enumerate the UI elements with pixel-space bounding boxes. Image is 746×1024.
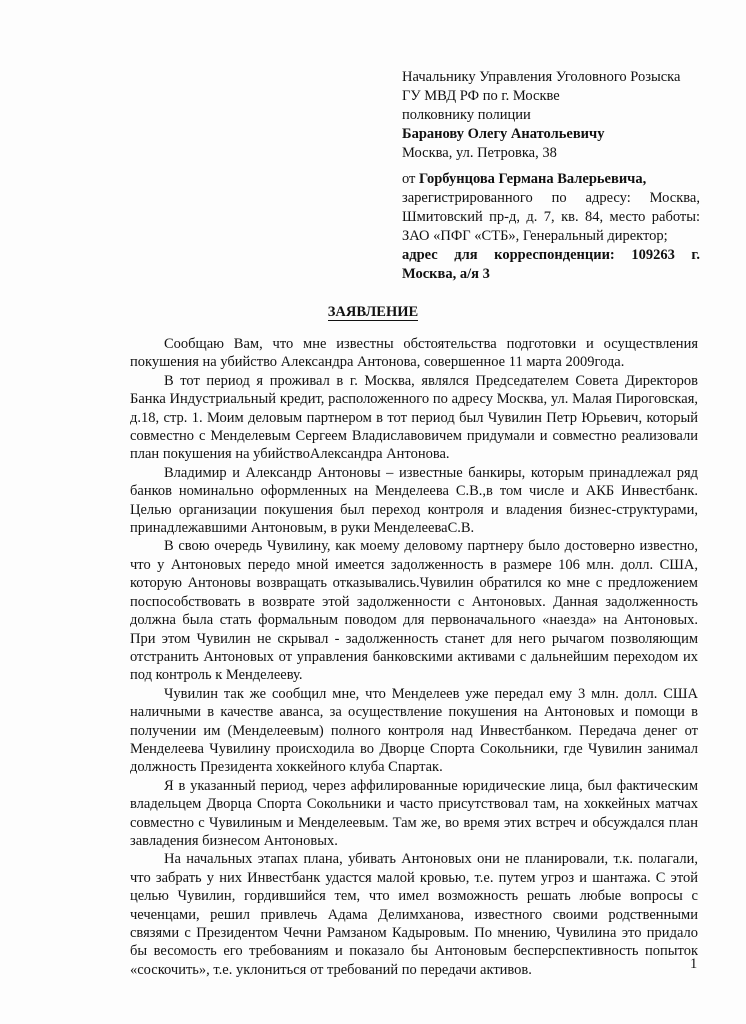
addressee-line: полковнику полиции [402,107,531,123]
body-paragraph: Я в указанный период, через аффилированные юридические лица, был фактическим владельцем Дворца Спорта Сокольники и часто присутствовал там, на хоккейных матчах совместно с Чувилиным и Менделеевым. Там же, во время этих встреч и обсуждался план завладения бизнесом Антоновых. [130,777,698,849]
sender-block [402,170,700,284]
sender-details: зарегистрированного по адресу: Москва, Шмитовский пр-д, д. 7, кв. 84, место работы: ЗАО «ПФГ «СТБ», Генеральный директор; [402,190,700,244]
sender-from-prefix: от [402,171,420,187]
sender-heading [402,170,700,189]
addressee-block [402,68,700,163]
body-paragraph: Владимир и Александр Антоновы – известные банкиры, которым принадлежал ряд банков номинально оформленных на Менделеева С.В.,в том числе и АКБ Инвестбанк. Целью организации покушения был переход контроля и владения бизнес-структурами, принадлежавшими Антоновым, в руки МенделееваС.В. [130,464,698,537]
sender-name: Горбунцова Германа Валерьевича, [419,171,647,187]
addressee-line: ГУ МВД РФ по г. Москве [402,88,560,104]
addressee-line: Начальнику Управления Уголовного Розыска [402,69,681,85]
addressee-name: Баранову Олегу Анатольевичу [402,126,605,142]
body-paragraph: Чувилин так же сообщил мне, что Менделеев уже передал ему 3 млн. долл. США наличными в качестве аванса, за осуществление покушения на Антоновых и помощи в получении им (Менделеевым) полного контроля над Инвестбанком. Передача денег от Менделеева Чувилину происходила во Дворце Спорта Сокольники, где Чувилин занимал должность Президента хоккейного клуба Спартак. [130,685,698,776]
document-body [130,335,698,979]
addressee-address: Москва, ул. Петровка, 38 [402,145,557,161]
sender-correspondence: адрес для корреспонденции: 109263 г. Москва, а/я 3 [402,247,700,282]
body-paragraph: В тот период я проживал в г. Москва, являлся Председателем Совета Директоров Банка Индустриальный кредит, расположенного по адресу Москва, ул. Малая Пироговская, д.18, стр. 1. Моим деловым партнером в тот период был Чувилин Петр Юрьевич, который совместно с Менделевым Сергеем Владиславовичем придумали и совместно реализовали план покушения на убийствоАлександра Антонова. [130,372,698,463]
body-paragraph: Сообщаю Вам, что мне известны обстоятельства подготовки и осуществления покушения на убийство Александра Антонова, совершенное 11 марта 2009года. [130,336,698,371]
body-paragraph: На начальных этапах плана, убивать Антоновых они не планировали, т.к. полагали, что забрать у них Инвестбанк удастся малой кровью, т.е. путем угроз и шантажа. С этой целью Чувилин, гордившийся тем, что имел возможность решать любые вопросы с чеченцами, решил привлечь Адама Делимханова, известного своими родственными связями с Президентом Чечни Рамзаном Кадыровым. По мнению, Чувилина это придало бы весомость его требованиям и показало бы Антоновым бесперспективность попыток «соскочить», т.е. уклониться от требований по передачи активов. [130,851,698,978]
body-paragraph: В свою очередь Чувилину, как моему деловому партнеру было достоверно известно, что у Антоновых передо мной имеется задолженность в размере 106 млн. долл. США, которую Антоновы возвращать отказывались.Чувилин обратился ко мне с предложением поспособствовать в возврате этой задолженности с Антоновых. Данная задолженность должна была стать формальным поводом для первоначального «наезда» на Антоновых. При этом Чувилин не скрывал - задолженность станет для него рычагом позволяющим отстранить Антоновых от управления банковскими активами с дальнейшим переходом их под контроль к Менделееву. [130,538,698,684]
page-number: 1 [690,956,698,972]
document-title: ЗАЯВЛЕНИЕ [327,304,419,320]
document-title-wrap [0,303,746,322]
